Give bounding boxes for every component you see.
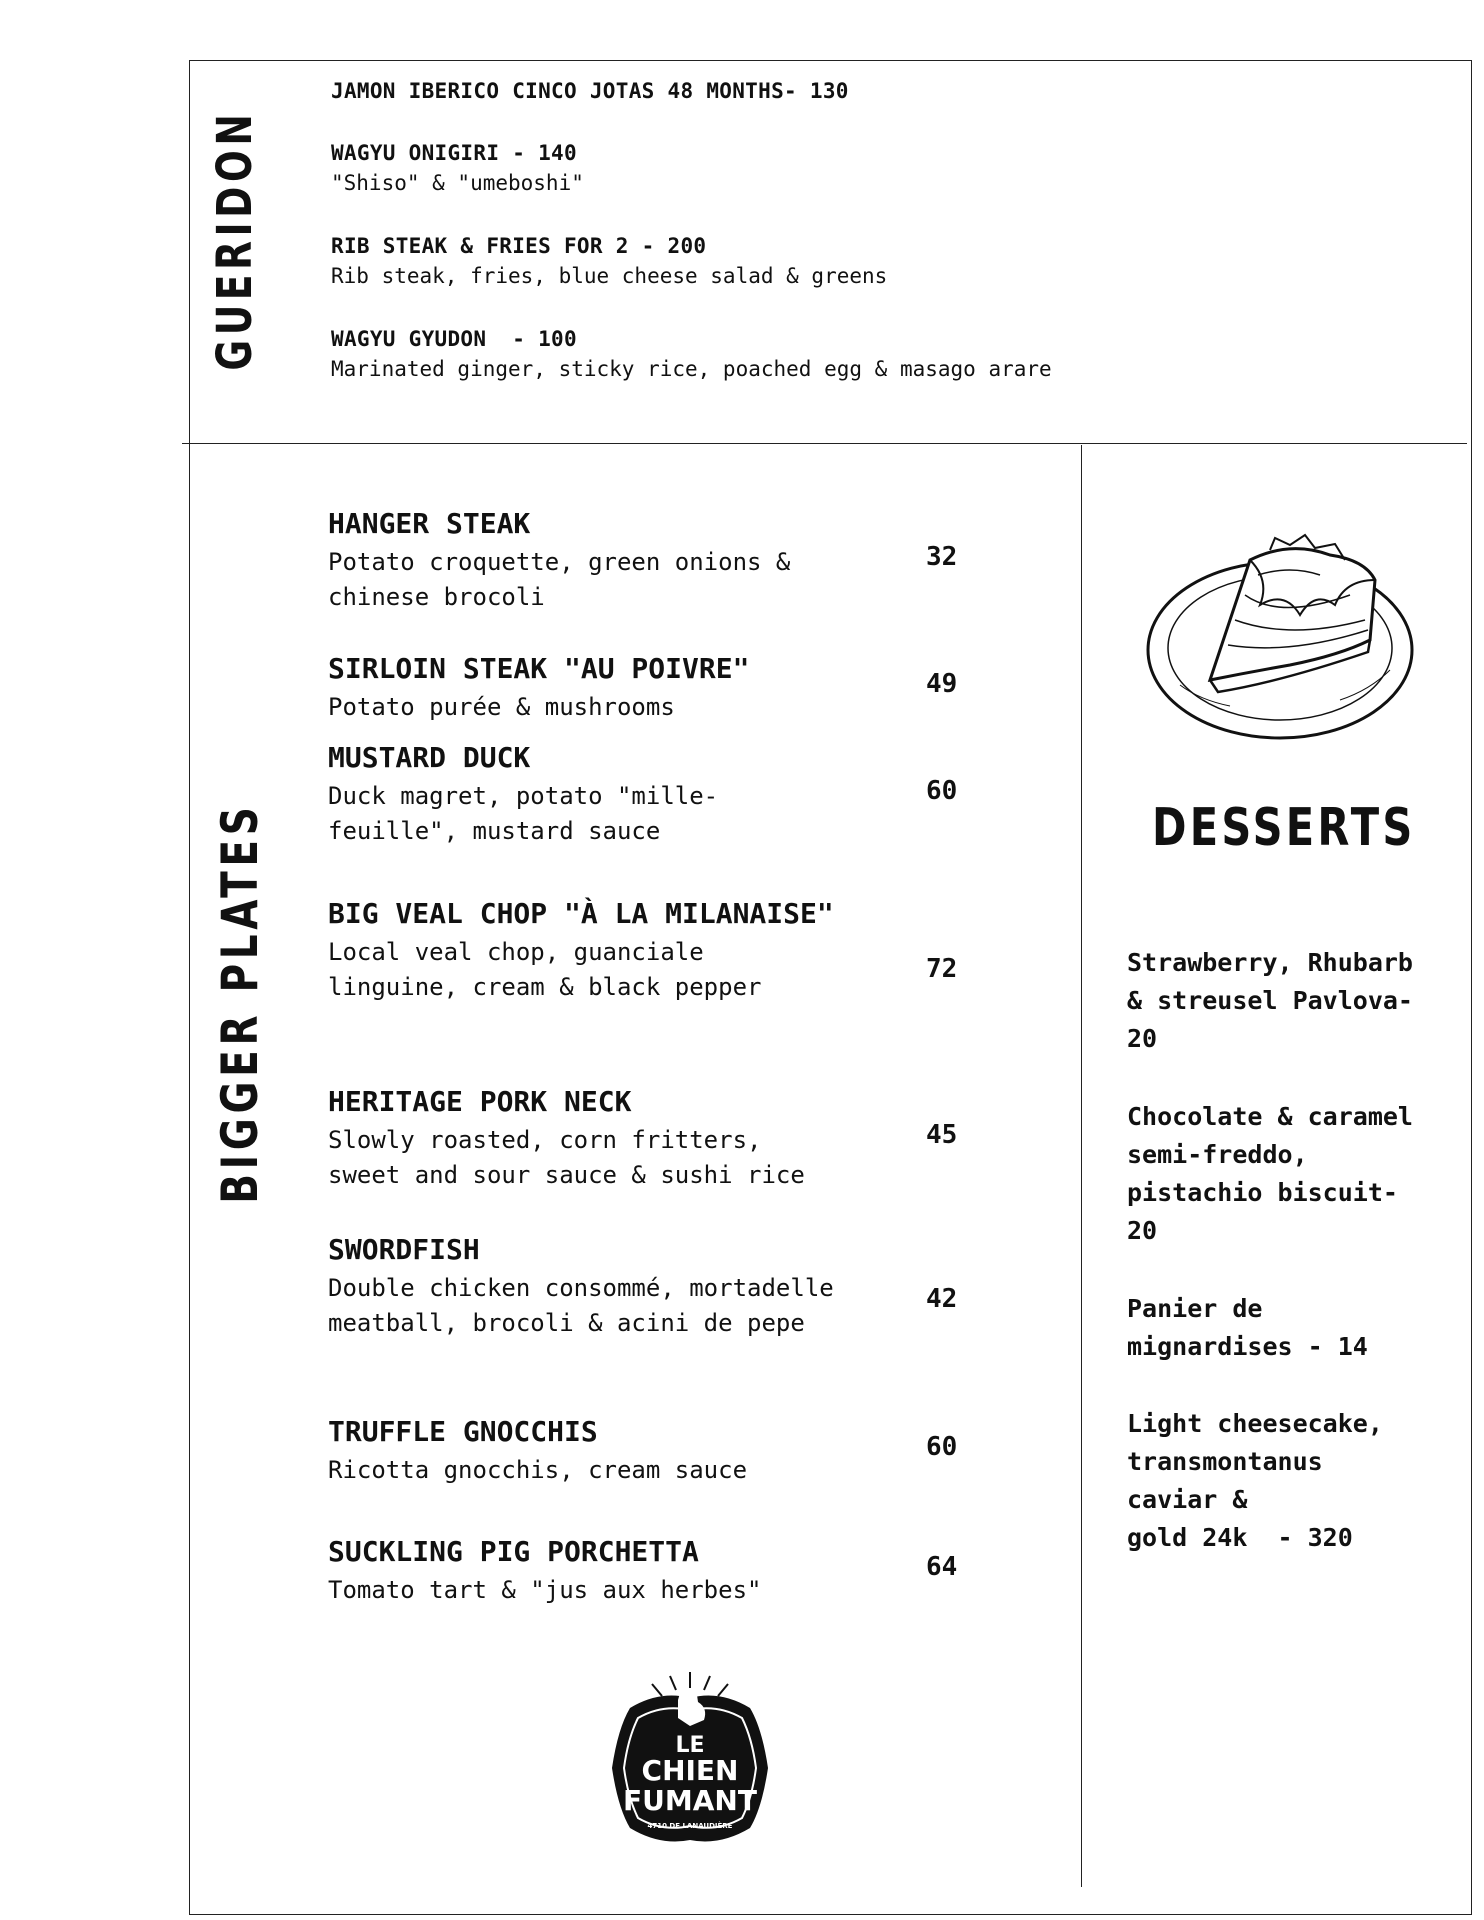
item-name: HANGER STEAK	[328, 507, 531, 540]
item-price: 64	[926, 1552, 958, 1582]
item-description: Marinated ginger, sticky rice, poached egg & masago arare	[331, 357, 1052, 381]
item-name: WAGYU ONIGIRI - 140	[331, 141, 577, 165]
item-name: WAGYU GYUDON - 100	[331, 327, 577, 351]
item-name: SUCKLING PIG PORCHETTA	[328, 1535, 699, 1568]
item-price: 42	[926, 1284, 958, 1314]
dessert-item: Chocolate & caramel semi-freddo, pistachio biscuit- 20	[1127, 1102, 1413, 1245]
logo-line-3: FUMANT	[623, 1784, 757, 1817]
logo-line-2: CHIEN	[641, 1754, 739, 1787]
menu-item	[328, 503, 848, 615]
item-description: Potato purée & mushrooms	[328, 693, 675, 721]
dessert-item: Light cheesecake, transmontanus caviar & gold 24k - 320	[1127, 1409, 1383, 1552]
pie-slice-illustration-icon	[1140, 520, 1420, 750]
item-description: Local veal chop, guanciale linguine, cream & black pepper	[328, 938, 762, 1001]
menu-item	[328, 1229, 848, 1341]
menu-item	[328, 648, 848, 725]
item-description: "Shiso" & "umeboshi"	[331, 171, 584, 195]
item-name: SIRLOIN STEAK "AU POIVRE"	[328, 652, 750, 685]
item-description: Slowly roasted, corn fritters, sweet and sour sauce & sushi rice	[328, 1126, 805, 1189]
item-description: Ricotta gnocchis, cream sauce	[328, 1456, 748, 1484]
menu-item	[328, 1411, 848, 1488]
gueridon-section-title: GUERIDON	[207, 109, 263, 371]
item-price: 49	[926, 669, 958, 699]
menu-item	[328, 1081, 848, 1193]
gueridon-item	[331, 138, 1111, 198]
item-name: RIB STEAK & FRIES FOR 2 - 200	[331, 234, 707, 258]
menu-item	[328, 1531, 848, 1608]
item-name: MUSTARD DUCK	[328, 741, 531, 774]
bigger-plates-section-title: BIGGER PLATES	[211, 802, 269, 1204]
item-price: 72	[926, 954, 958, 984]
gueridon-item	[331, 76, 1111, 106]
item-price: 60	[926, 1432, 958, 1462]
item-name: JAMON IBERICO CINCO JOTAS 48 MONTHS- 130	[331, 79, 849, 103]
item-description: Double chicken consommé, mortadelle meatball, brocoli & acini de pepe	[328, 1274, 834, 1337]
item-description: Tomato tart & "jus aux herbes"	[328, 1576, 762, 1604]
item-name: TRUFFLE GNOCCHIS	[328, 1415, 598, 1448]
item-description: Rib steak, fries, blue cheese salad & greens	[331, 264, 888, 288]
item-description: Duck magret, potato "mille-feuille", mustard sauce	[328, 782, 719, 845]
item-price: 45	[926, 1120, 958, 1150]
logo-address: 4710 DE LANAUDIÈRE	[647, 1822, 733, 1830]
item-name: BIG VEAL CHOP "À LA MILANAISE"	[328, 897, 834, 930]
item-price: 60	[926, 776, 958, 806]
item-name: HERITAGE PORK NECK	[328, 1085, 632, 1118]
desserts-section-title: DESSERTS	[1152, 798, 1416, 858]
item-price: 32	[926, 542, 958, 572]
section-divider-horizontal	[182, 443, 1467, 444]
menu-item	[328, 737, 848, 849]
dessert-item: Panier de mignardises - 14	[1127, 1294, 1368, 1361]
dog-head-badge-logo-icon	[590, 1668, 790, 1868]
section-divider-vertical	[1081, 445, 1082, 1887]
item-name: SWORDFISH	[328, 1233, 480, 1266]
dessert-item: Strawberry, Rhubarb & streusel Pavlova- 20	[1127, 948, 1413, 1053]
gueridon-item	[331, 324, 1111, 384]
menu-item	[328, 893, 848, 1005]
gueridon-item	[331, 231, 1111, 291]
item-description: Potato croquette, green onions & chinese brocoli	[328, 548, 791, 611]
logo-line-1: LE	[675, 1733, 705, 1758]
